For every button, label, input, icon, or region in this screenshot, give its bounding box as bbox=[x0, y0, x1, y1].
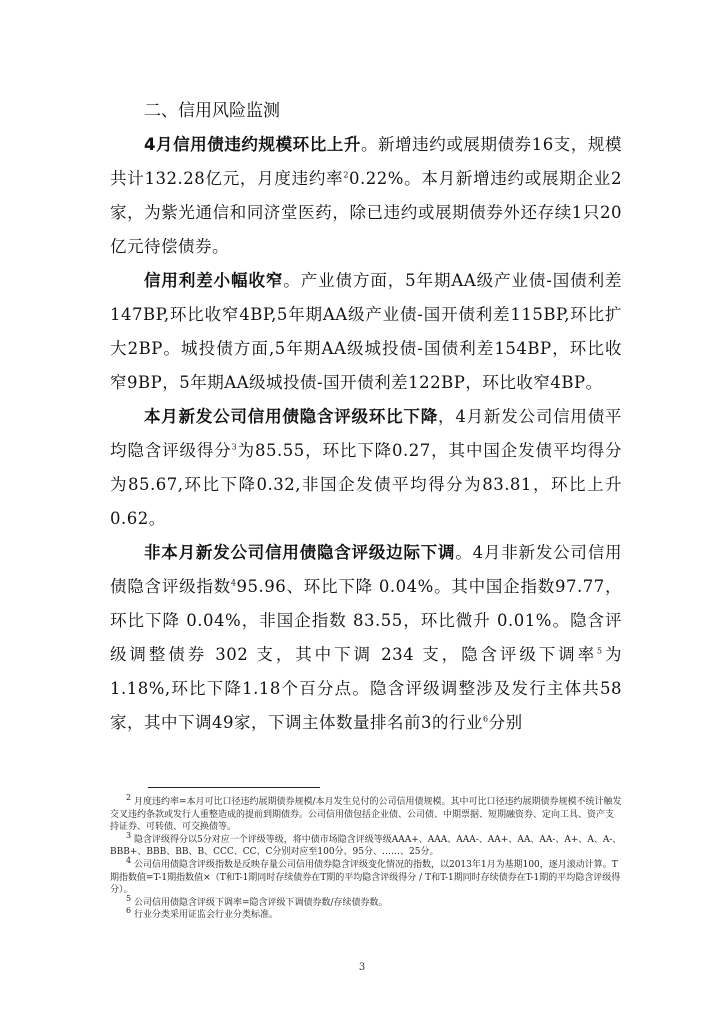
footnote-ref: 5 bbox=[597, 646, 603, 656]
footnote-text: 月度违约率=本月可比口径违约展期债券规模/本月发生兑付的公司信用债规模。其中可比口径违约展期债券规模不统计触发交叉违约条款或发行人重整造成的提前到期债券。公司信用债包括企业债、公司债、中期票据、短期融资券、定向工具、资产支持证券、可转债、可交换债等。 bbox=[110, 797, 622, 833]
footnote-ref: 3 bbox=[231, 442, 238, 452]
footnote-item bbox=[110, 830, 622, 859]
footnote-item bbox=[110, 893, 622, 910]
paragraph-text: 分别 bbox=[488, 713, 523, 732]
paragraph-text: 为1.18%,环比下降1.18个百分点。隐含评级调整涉及发行主体共58家，其中下调49家，下调主体数量排名前3的行业 bbox=[110, 645, 623, 732]
paragraph-lead: 本月新发公司信用债隐含评级环比下降 bbox=[144, 407, 439, 426]
paragraph-lead: 4月信用债违约规模环比上升 bbox=[144, 135, 361, 154]
footnote-ref: 6 bbox=[483, 714, 489, 724]
paragraph-text: ，4月新发公司信用债平均隐含评级得分 bbox=[110, 407, 623, 460]
footnotes bbox=[110, 793, 622, 922]
paragraph-text: 。4月非新发公司信用债隐含评级指数 bbox=[110, 543, 623, 596]
footnote-number: 4 bbox=[126, 855, 132, 865]
paragraph-lead: 信用利差小幅收窄 bbox=[144, 271, 284, 290]
paragraph-default-scale bbox=[110, 128, 622, 264]
paragraph-text: 为85.55，环比下降0.27，其中国企发债平均得分为85.67,环比下降0.32,非国企发债平均得分为83.81，环比上升0.62。 bbox=[110, 441, 622, 528]
footnote-number: 6 bbox=[126, 906, 132, 916]
footnote-text: 公司信用债隐含评级指数是反映存量公司信用债券隐含评级变化情况的指数，以2013年1月为基期100，逐月滚动计算。T期指数值=T-1期指数值×（T和T-1期同时存续债券在T期的平均隐含评级得分 / T和T-1期同时存续债券在T-1期的平均隐含评级得分）。 bbox=[110, 859, 621, 896]
footnote-item bbox=[110, 906, 622, 922]
footnote-number: 5 bbox=[126, 893, 132, 903]
footnote-item bbox=[110, 855, 622, 897]
footnote-text: 隐含评级得分以5分对应一个评级等级，将中债市场隐含评级等级AAA+、AAA、AAA-、AA+、AA、AA-、A+、A、A-、BBB+、BBB、BB、B、CCC、CC、C分别对应至100分、95分、……、25分。 bbox=[110, 834, 622, 858]
footnote-ref: 4 bbox=[230, 578, 237, 588]
footnote-ref: 2 bbox=[343, 170, 349, 180]
paragraph-text: 0.22%。本月新增违约或展期企业2家，为紫光通信和同济堂医药，除已违约或展期债券外还存续1只20亿元待偿债券。 bbox=[110, 169, 622, 256]
footnote-number: 3 bbox=[126, 830, 132, 840]
paragraph-new-issue-rating bbox=[110, 400, 622, 536]
paragraph-existing-rating bbox=[110, 536, 622, 740]
footnote-divider bbox=[148, 787, 320, 788]
paragraph-text: 。产业债方面，5年期AA级产业债-国债利差147BP,环比收窄4BP,5年期AA级产业债-国开债利差115BP,环比扩大2BP。城投债方面,5年期AA级城投债-国债利差154BP，环比收窄9BP，5年期AA级城投债-国开债利差122BP，环比收窄4BP。 bbox=[110, 271, 623, 392]
page-number: 3 bbox=[358, 962, 366, 973]
footnote-text: 行业分类采用证监会行业分类标准。 bbox=[133, 910, 278, 921]
paragraph-lead: 非本月新发公司信用债隐含评级边际下调 bbox=[144, 543, 456, 562]
paragraph-credit-spread bbox=[110, 264, 622, 400]
paragraph-text: 95.96、环比下降 0.04%。其中国企指数97.77，环比下降 0.04%，非国企指数 83.55，环比微升 0.01%。隐含评级调整债券 302 支，其中下调 234 支，隐含评级下调率 bbox=[110, 577, 623, 664]
footnote-item bbox=[110, 793, 622, 834]
footnote-number: 2 bbox=[126, 793, 132, 802]
document-body bbox=[110, 94, 622, 740]
section-heading: 二、信用风险监测 bbox=[144, 101, 280, 121]
paragraph-text: 。新增违约或展期债券16支，规模共计132.28亿元，月度违约率 bbox=[110, 135, 622, 188]
footnote-text: 公司信用债隐含评级下调率=隐含评级下调债券数/存续债券数。 bbox=[133, 897, 388, 908]
